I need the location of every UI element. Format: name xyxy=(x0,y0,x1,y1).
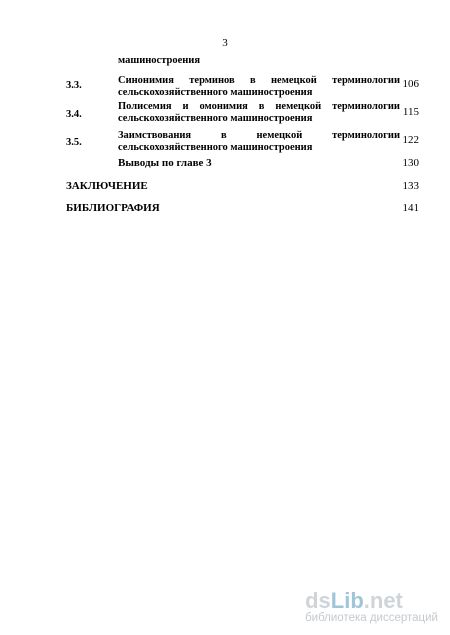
watermark-logo: dsLib.net xyxy=(305,588,403,613)
entry-page: 130 xyxy=(402,157,419,169)
section-page: 141 xyxy=(402,202,419,214)
entry-title xyxy=(118,130,400,154)
entry-title-line1: Заимствования в немецкой терминологии xyxy=(118,130,400,141)
entry-title xyxy=(118,75,400,99)
entry-title-line2: сельскохозяйственного машиностроения xyxy=(118,113,313,124)
entry-page: 122 xyxy=(402,134,419,146)
entry-page: 115 xyxy=(402,106,419,118)
continued-title: машиностроения xyxy=(118,55,201,66)
entry-number: 3.3. xyxy=(66,80,82,91)
entry-title-line1: Полисемия и омонимия в немецкой терминологии xyxy=(118,101,400,112)
entry-title-line1: Синонимия терминов в немецкой терминологии xyxy=(118,75,400,86)
page-number: 3 xyxy=(222,37,228,49)
section-title: ЗАКЛЮЧЕНИЕ xyxy=(66,180,148,192)
entry-title: Выводы по главе 3 xyxy=(118,157,212,169)
entry-page: 106 xyxy=(402,78,419,90)
entry-number: 3.4. xyxy=(66,109,82,120)
entry-title-line2: сельскохозяйственного машиностроения xyxy=(118,87,313,98)
entry-title-line2: сельскохозяйственного машиностроения xyxy=(118,142,313,153)
watermark-subtitle: библиотека диссертаций xyxy=(305,612,438,624)
section-page: 133 xyxy=(402,180,419,192)
section-title: БИБЛИОГРАФИЯ xyxy=(66,202,160,214)
entry-number: 3.5. xyxy=(66,137,82,148)
entry-title xyxy=(118,101,400,125)
watermark xyxy=(305,590,438,625)
